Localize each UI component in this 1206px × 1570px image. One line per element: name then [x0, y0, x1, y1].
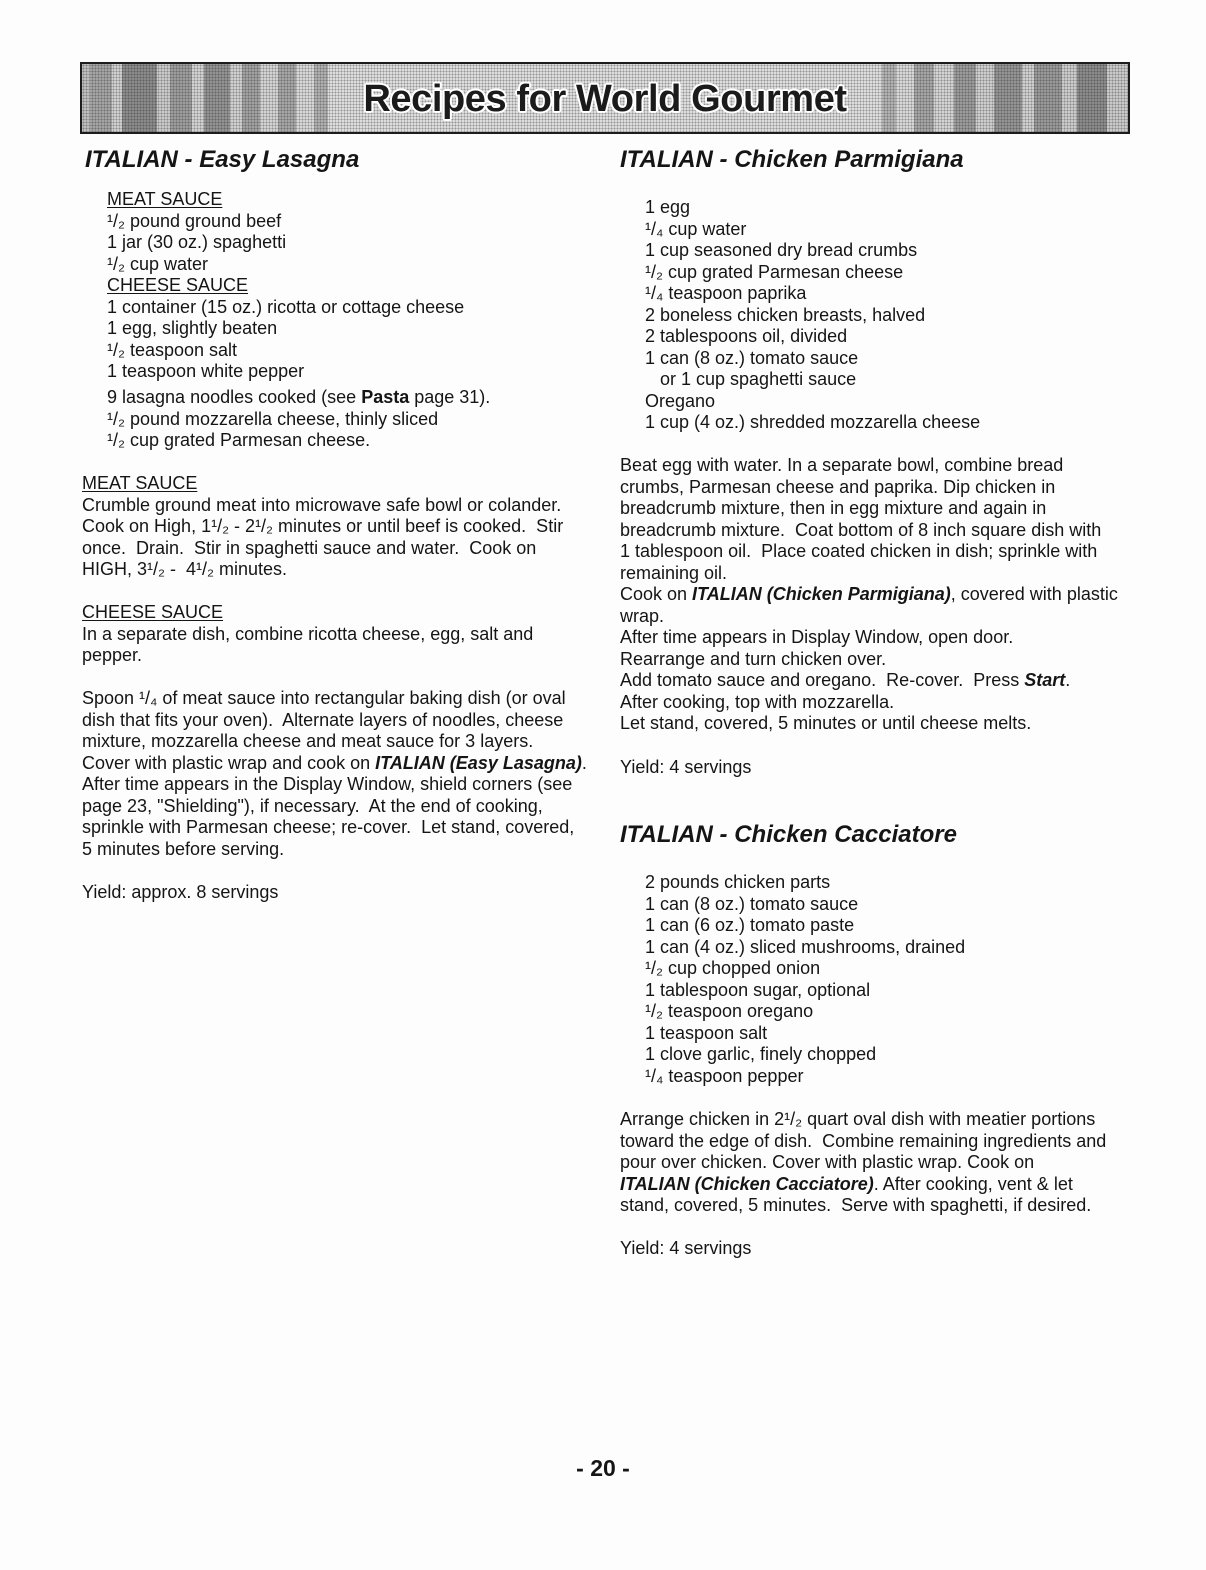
- direction-line: crumbs, Parmesan cheese and paprika. Dip chicken in: [620, 476, 1056, 497]
- yield-block: [620, 757, 751, 779]
- direction-line: Let stand, covered, 5 minutes or until cheese melts.: [620, 713, 1032, 733]
- direction-line: After time appears in Display Window, open door.: [620, 627, 1014, 647]
- direction-line: wrap.: [620, 605, 665, 626]
- recipe-title: ITALIAN - Easy Lasagna: [85, 146, 360, 173]
- direction-line: pepper.: [82, 645, 143, 665]
- ingredient-line: ¹/₂ teaspoon salt: [107, 339, 238, 360]
- assembly-directions: [82, 688, 587, 860]
- ingredient-line: ¹/₄ teaspoon pepper: [645, 1065, 804, 1086]
- ingredient-line: Oregano: [645, 390, 716, 411]
- direction-text: .: [581, 752, 587, 773]
- yield-block: [620, 1238, 751, 1260]
- page-number: - 20 -: [576, 1455, 630, 1481]
- direction-text: , covered with plastic: [950, 584, 1118, 604]
- direction-line: toward the edge of dish. Combine remaining ingredients and: [620, 1130, 1107, 1151]
- section-heading: MEAT SAUCE: [82, 473, 198, 493]
- direction-text: Cook on: [620, 584, 693, 604]
- ingredient-line: ¹/₂ pound ground beef: [107, 210, 282, 231]
- section-heading: CHEESE SAUCE: [107, 275, 249, 295]
- ingredient-line: 1 can (4 oz.) sliced mushrooms, drained: [645, 936, 966, 957]
- ingredient-line: ¹/₂ cup grated Parmesan cheese: [645, 261, 904, 282]
- ingredient-line: 1 tablespoon sugar, optional: [645, 979, 871, 1000]
- yield-line: Yield: 4 servings: [620, 1238, 752, 1258]
- direction-line: In a separate dish, combine ricotta cheese, egg, salt and: [82, 623, 534, 644]
- direction-line: [620, 670, 1118, 692]
- ingredient-text: page 31).: [409, 387, 491, 407]
- ingredient-line: 1 container (15 oz.) ricotta or cottage cheese: [107, 296, 465, 317]
- direction-line: [620, 1174, 1106, 1196]
- parmigiana-directions: [620, 455, 1118, 735]
- cacciatore-directions: [620, 1109, 1106, 1217]
- direction-text: Cover with plastic wrap and cook on: [82, 752, 376, 773]
- direction-line: once. Drain. Stir in spaghetti sauce and water. Cook on: [82, 537, 537, 558]
- ingredient-line: 1 teaspoon salt: [645, 1022, 768, 1043]
- direction-line: After time appears in the Display Window, shield corners (see: [82, 774, 573, 794]
- direction-line: 5 minutes before serving.: [82, 838, 285, 859]
- ingredient-list: [645, 197, 980, 434]
- direction-line: remaining oil.: [620, 562, 728, 583]
- banner-title: Recipes for World Gourmet: [363, 78, 847, 120]
- direction-line: page 23, "Shielding"), if necessary. At the end of cooking,: [82, 795, 543, 816]
- ingredient-line: 1 can (8 oz.) tomato sauce: [645, 347, 859, 368]
- ingredient-line: 1 clove garlic, finely chopped: [645, 1044, 877, 1064]
- ingredient-line: or 1 cup spaghetti sauce: [660, 369, 857, 389]
- direction-line: breadcrumb mixture. Coat bottom of 8 inch square dish with: [620, 519, 1102, 540]
- direction-line: Crumble ground meat into microwave safe bowl or colander.: [82, 494, 562, 515]
- direction-line: 1 tablespoon oil. Place coated chicken in dish; sprinkle with: [620, 541, 1098, 561]
- ingredient-line: ¹/₄ cup water: [645, 218, 747, 239]
- yield-line: Yield: approx. 8 servings: [82, 882, 279, 902]
- ingredient-line: [107, 387, 490, 409]
- ingredient-line: 1 cup (4 oz.) shredded mozzarella cheese: [645, 412, 981, 432]
- recipe-title: ITALIAN - Chicken Cacciatore: [620, 821, 957, 848]
- ingredient-line: 2 boneless chicken breasts, halved: [645, 304, 926, 325]
- ingredient-text: 9 lasagna noodles cooked (see: [107, 387, 362, 407]
- ingredient-line: ¹/₂ cup grated Parmesan cheese.: [107, 430, 371, 450]
- direction-line: stand, covered, 5 minutes. Serve with spaghetti, if desired.: [620, 1195, 1092, 1215]
- direction-text: Add tomato sauce and oregano. Re-cover. Press: [620, 670, 1025, 690]
- cheese-sauce-directions: [82, 602, 533, 667]
- direction-line: Cook on High, 1¹/₂ - 2¹/₂ minutes or until beef is cooked. Stir: [82, 516, 564, 536]
- ingredient-line: 1 cup seasoned dry bread crumbs: [645, 240, 918, 260]
- ingredient-line: 1 egg: [645, 197, 691, 217]
- ingredient-line: 1 can (8 oz.) tomato sauce: [645, 893, 859, 914]
- ingredient-line: ¹/₄ teaspoon paprika: [645, 283, 807, 303]
- direction-text: .: [1065, 670, 1071, 690]
- direction-line: sprinkle with Parmesan cheese; re-cover. Let stand, covered,: [82, 817, 575, 837]
- pasta-reference: Pasta: [361, 387, 410, 407]
- ingredient-list: [107, 387, 490, 452]
- program-name: ITALIAN (Chicken Parmigiana): [692, 584, 951, 604]
- ingredient-line: ¹/₂ teaspoon oregano: [645, 1001, 814, 1021]
- ingredient-list: [645, 872, 965, 1087]
- direction-text: . After cooking, vent & let: [873, 1173, 1073, 1194]
- meat-sauce-directions: [82, 473, 563, 581]
- direction-line: Arrange chicken in 2¹/₂ quart oval dish with meatier portions: [620, 1109, 1096, 1129]
- yield-line: Yield: 4 servings: [620, 757, 752, 777]
- direction-line: Spoon ¹/₄ of meat sauce into rectangular baking dish (or oval: [82, 688, 566, 708]
- ingredient-line: 1 jar (30 oz.) spaghetti: [107, 232, 287, 252]
- ingredient-line: ¹/₂ cup chopped onion: [645, 958, 821, 978]
- direction-line: [620, 584, 1118, 606]
- direction-line: pour over chicken. Cover with plastic wrap. Cook on: [620, 1152, 1035, 1172]
- start-key-label: Start: [1024, 670, 1066, 690]
- ingredient-line: 2 tablespoons oil, divided: [645, 326, 848, 346]
- direction-line: HIGH, 3¹/₂ - 4¹/₂ minutes.: [82, 559, 288, 579]
- direction-line: Rearrange and turn chicken over.: [620, 648, 887, 669]
- ingredient-line: 2 pounds chicken parts: [645, 872, 831, 892]
- section-heading: CHEESE SAUCE: [82, 602, 224, 622]
- ingredient-line: ¹/₂ pound mozzarella cheese, thinly sliced: [107, 408, 439, 429]
- ingredient-line: 1 can (6 oz.) tomato paste: [645, 915, 855, 935]
- section-heading: MEAT SAUCE: [107, 189, 223, 209]
- header-banner: [80, 62, 1130, 134]
- ingredient-list: [107, 189, 464, 383]
- direction-line: Beat egg with water. In a separate bowl, combine bread: [620, 455, 1064, 475]
- ingredient-line: 1 egg, slightly beaten: [107, 318, 278, 338]
- ingredient-line: 1 teaspoon white pepper: [107, 361, 305, 381]
- program-name: ITALIAN (Easy Lasagna): [375, 752, 582, 773]
- program-name: ITALIAN (Chicken Cacciatore): [620, 1173, 874, 1194]
- direction-line: After cooking, top with mozzarella.: [620, 691, 895, 712]
- direction-line: breadcrumb mixture, then in egg mixture and again in: [620, 498, 1047, 518]
- recipe-title: ITALIAN - Chicken Parmigiana: [620, 146, 964, 173]
- direction-line: [82, 753, 587, 775]
- yield-block: [82, 882, 278, 904]
- ingredient-line: ¹/₂ cup water: [107, 253, 209, 274]
- direction-line: dish that fits your oven). Alternate layers of noodles, cheese: [82, 709, 564, 730]
- direction-line: mixture, mozzarella cheese and meat sauce for 3 layers.: [82, 731, 534, 751]
